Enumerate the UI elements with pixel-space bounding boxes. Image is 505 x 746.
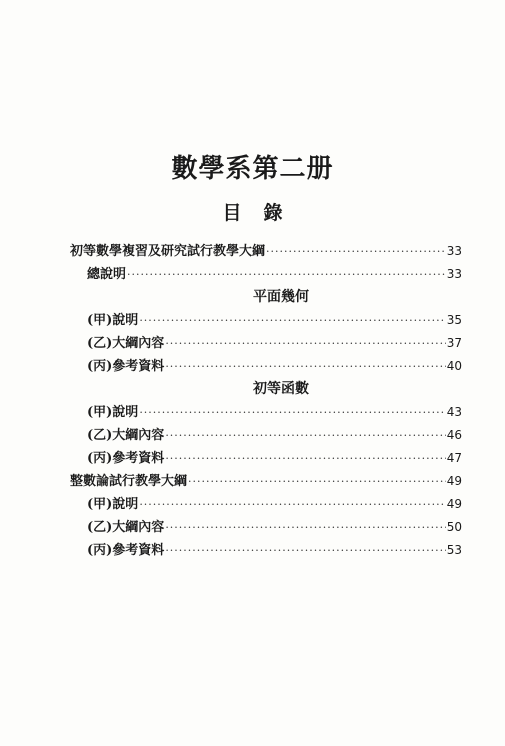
toc-entry-label: (乙)大綱內容 bbox=[87, 520, 165, 535]
toc-leader-dots bbox=[139, 498, 445, 511]
toc-entry[interactable] bbox=[70, 447, 462, 470]
toc-entry[interactable] bbox=[70, 332, 462, 355]
toc-entry-label: 總說明 bbox=[87, 267, 127, 282]
toc-leader-dots bbox=[127, 268, 446, 281]
toc-page-number: 49 bbox=[446, 474, 462, 488]
toc-leader-dots bbox=[165, 544, 445, 557]
toc-entry[interactable] bbox=[70, 355, 462, 378]
toc-entry[interactable] bbox=[70, 309, 462, 332]
toc-entry-label: (乙)大綱內容 bbox=[87, 336, 165, 351]
toc-page-number: 33 bbox=[446, 267, 462, 281]
toc-leader-dots bbox=[165, 337, 445, 350]
toc-leader-dots bbox=[188, 475, 446, 488]
toc-section-heading: 平面幾何 bbox=[253, 289, 309, 305]
toc-entry-label: (丙)參考資料 bbox=[87, 451, 165, 466]
toc-entry-label: (乙)大綱內容 bbox=[87, 428, 165, 443]
toc-entry-label: (甲)說明 bbox=[87, 405, 139, 420]
toc-entry-label: (甲)說明 bbox=[87, 313, 139, 328]
toc-page-number: 37 bbox=[446, 336, 462, 350]
toc-page-number: 49 bbox=[446, 497, 462, 511]
toc-page-number: 47 bbox=[446, 451, 462, 465]
table-of-contents bbox=[70, 240, 462, 562]
toc-entry[interactable] bbox=[70, 263, 462, 286]
toc-leader-dots bbox=[165, 360, 445, 373]
toc-entry-label: (丙)參考資料 bbox=[87, 543, 165, 558]
toc-leader-dots bbox=[165, 429, 445, 442]
toc-page-number: 46 bbox=[446, 428, 462, 442]
toc-leader-dots bbox=[165, 452, 445, 465]
toc-entry-label: 初等數學複習及研究試行教學大綱 bbox=[70, 244, 266, 259]
toc-entry[interactable] bbox=[70, 516, 462, 539]
toc-entry[interactable] bbox=[70, 539, 462, 562]
toc-page-number: 43 bbox=[446, 405, 462, 419]
toc-entry-label: 整數論試行教學大綱 bbox=[70, 474, 188, 489]
toc-leader-dots bbox=[139, 406, 445, 419]
toc-leader-dots bbox=[266, 245, 446, 258]
toc-leader-dots bbox=[165, 521, 445, 534]
toc-entry[interactable] bbox=[70, 401, 462, 424]
toc-entry[interactable] bbox=[70, 424, 462, 447]
toc-page-number: 53 bbox=[446, 543, 462, 557]
toc-entry-label: (甲)說明 bbox=[87, 497, 139, 512]
toc-page-number: 50 bbox=[446, 520, 462, 534]
toc-entry[interactable] bbox=[70, 493, 462, 516]
toc-section-heading: 初等函數 bbox=[253, 381, 309, 397]
book-title: 數學系第二册 bbox=[171, 154, 334, 184]
toc-entry[interactable] bbox=[70, 240, 462, 263]
toc-page-number: 40 bbox=[446, 359, 462, 373]
toc-page-number: 33 bbox=[446, 244, 462, 258]
toc-entry[interactable] bbox=[70, 470, 462, 493]
toc-leader-dots bbox=[139, 314, 445, 327]
toc-page-number: 35 bbox=[446, 313, 462, 327]
toc-entry-label: (丙)參考資料 bbox=[87, 359, 165, 374]
toc-heading: 目錄 bbox=[222, 202, 305, 224]
